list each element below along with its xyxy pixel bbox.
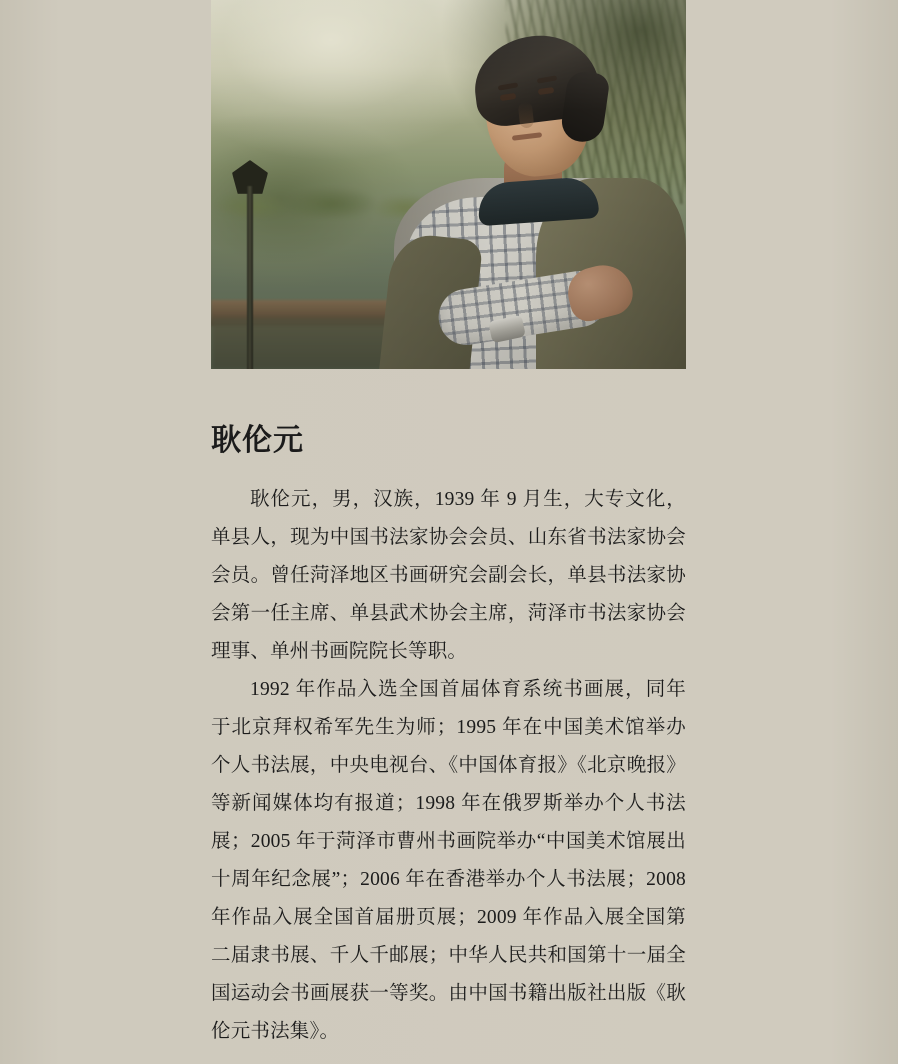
figure-nose: [518, 101, 535, 128]
content-column: [211, 0, 686, 1051]
biography-paragraph-1: 耿伦元，男，汉族，1939 年 9 月生，大专文化，单县人，现为中国书法家协会会员、山东省书法家协会会员。曾任菏泽地区书画研究会副会长，单县书法家协会第一任主席、单县武术协会主席，菏泽市书法家协会理事、单州书画院院长等职。: [211, 489, 686, 662]
biography-paragraph-2: 1992 年作品入选全国首届体育系统书画展，同年于北京拜权希军先生为师；1995 年在中国美术馆举办个人书法展，中央电视台、《中国体育报》《北京晚报》等新闻媒体均有报道；1998 年在俄罗斯举办个人书法展；2005 年于菏泽市曹州书画院举办“中国美术馆展出十周年纪念展”；2006 年在香港举办个人书法展；2008 年作品入展全国首届册页展；2009 年作品入展全国第二届隶书展、千人千邮展；中华人民共和国第十一届全国运动会书画展获一等奖。由中国书籍出版社出版《耿伦元书法集》。: [211, 679, 686, 1042]
page-title: 耿伦元: [211, 424, 304, 457]
portrait-figure: [386, 28, 686, 369]
street-lamp-pole: [247, 186, 253, 369]
portrait-photo: [211, 0, 686, 369]
